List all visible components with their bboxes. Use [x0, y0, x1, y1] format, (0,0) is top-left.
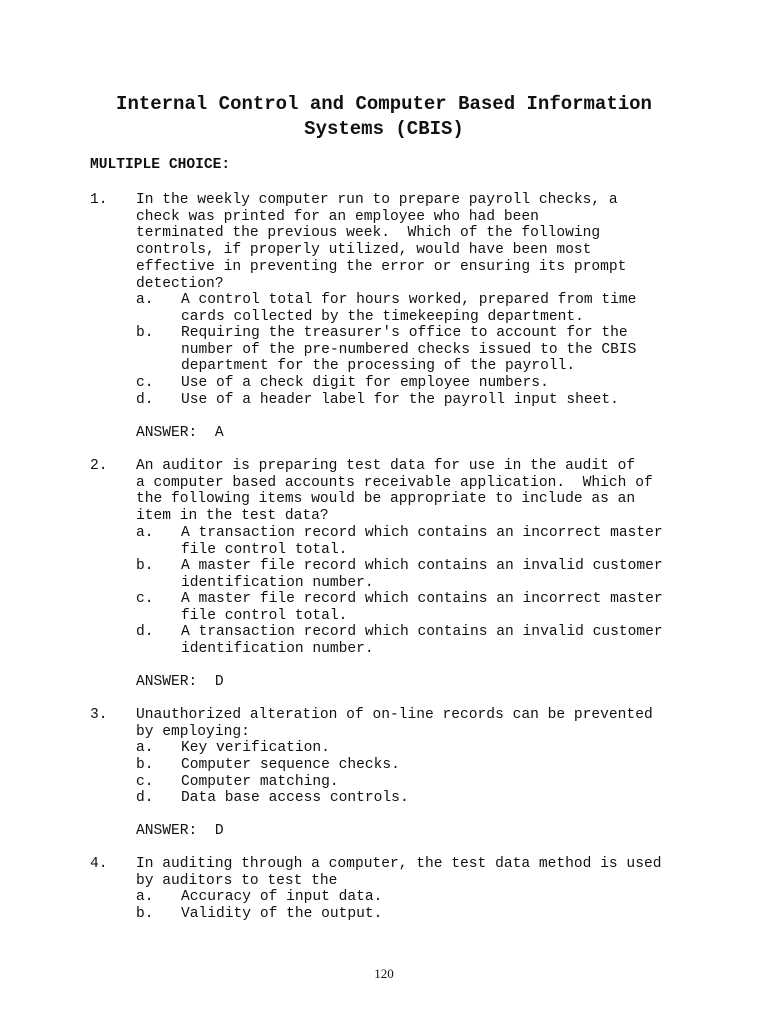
- option-text: Requiring the treasurer's office to account for the number of the pre-numbered checks issued to the CBIS department for the processing of the payroll.: [181, 325, 637, 375]
- question-number: 2.: [90, 458, 108, 474]
- option-letter: a.: [136, 292, 154, 308]
- option-letter: a.: [136, 889, 154, 905]
- option-text: Computer matching.: [181, 774, 339, 790]
- section-heading: MULTIPLE CHOICE:: [90, 157, 231, 173]
- question-number: 3.: [90, 707, 108, 723]
- option-text: Key verification.: [181, 740, 330, 756]
- option-text: A transaction record which contains an incorrect master file control total.: [181, 525, 663, 558]
- document-title-line-1: Internal Control and Computer Based Information: [116, 93, 652, 115]
- option-text: A transaction record which contains an invalid customer identification number.: [181, 624, 663, 657]
- option-letter: a.: [136, 740, 154, 756]
- option-letter: b.: [136, 325, 154, 341]
- option-letter: a.: [136, 525, 154, 541]
- document-title-line-2: Systems (CBIS): [304, 118, 464, 140]
- option-text: A master file record which contains an incorrect master file control total.: [181, 591, 663, 624]
- option-letter: b.: [136, 757, 154, 773]
- answer-line: ANSWER: D: [136, 823, 224, 839]
- option-text: Validity of the output.: [181, 906, 383, 922]
- option-text: A master file record which contains an invalid customer identification number.: [181, 558, 663, 591]
- option-text: Use of a check digit for employee numbers.: [181, 375, 549, 391]
- question-stem: An auditor is preparing test data for use in the audit of a computer based accounts receivable application. Which of the following items would be appropriate to include as an item in the test data?: [136, 458, 653, 525]
- option-letter: c.: [136, 591, 154, 607]
- option-text: Accuracy of input data.: [181, 889, 383, 905]
- option-text: Computer sequence checks.: [181, 757, 400, 773]
- question-number: 1.: [90, 192, 108, 208]
- option-letter: c.: [136, 375, 154, 391]
- option-b: [136, 906, 383, 973]
- option-letter: b.: [136, 906, 154, 922]
- option-text: Data base access controls.: [181, 790, 409, 806]
- option-letter: c.: [136, 774, 154, 790]
- option-text: Use of a header label for the payroll input sheet.: [181, 392, 619, 408]
- page-number: 120: [374, 966, 394, 981]
- question-stem: In auditing through a computer, the test data method is used by auditors to test the: [136, 856, 662, 889]
- option-letter: d.: [136, 790, 154, 806]
- option-letter: d.: [136, 392, 154, 408]
- option-text: A control total for hours worked, prepared from time cards collected by the timekeeping department.: [181, 292, 637, 325]
- question-stem: In the weekly computer run to prepare payroll checks, a check was printed for an employee who had been terminated the previous week. Which of the following controls, if properly utilized, would have been most effective in preventing the error or ensuring its prompt detection?: [136, 192, 627, 292]
- option-letter: b.: [136, 558, 154, 574]
- question-number: 4.: [90, 856, 108, 872]
- answer-line: ANSWER: D: [136, 674, 224, 690]
- option-letter: d.: [136, 624, 154, 640]
- question-stem: Unauthorized alteration of on-line records can be prevented by employing:: [136, 707, 653, 740]
- answer-line: ANSWER: A: [136, 425, 224, 441]
